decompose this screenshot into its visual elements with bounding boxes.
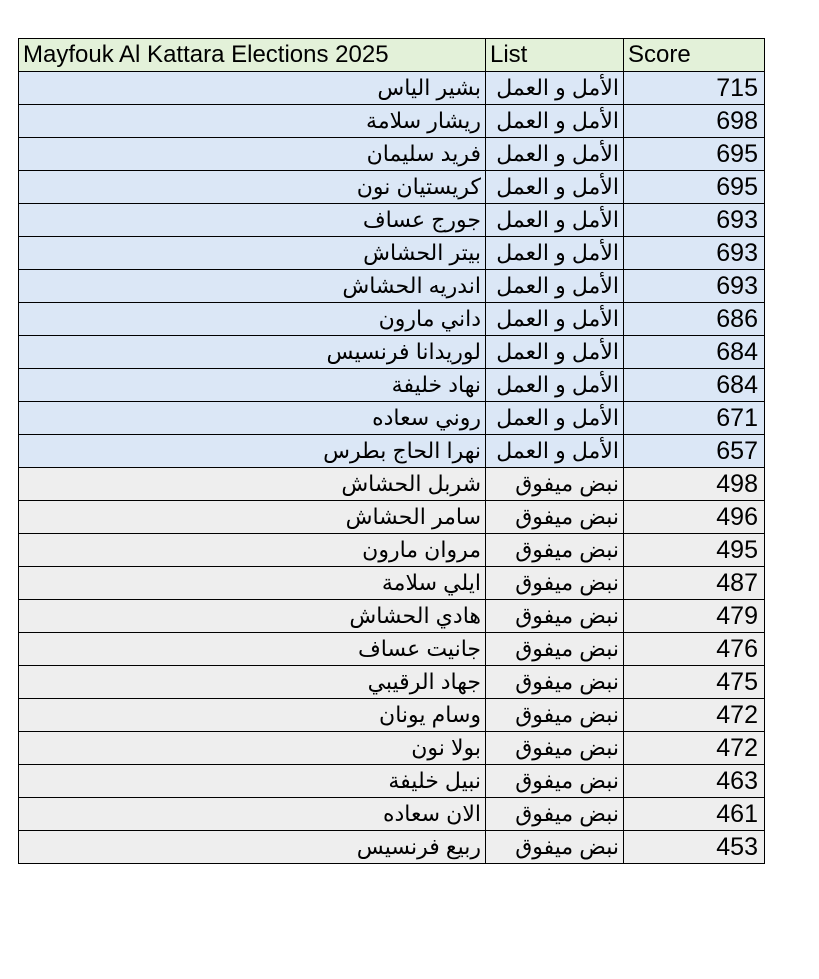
list-name-cell: الأمل و العمل	[486, 204, 624, 237]
table-row	[19, 105, 765, 138]
score-cell: 453	[624, 831, 765, 864]
table-row	[19, 798, 765, 831]
list-name-cell: الأمل و العمل	[486, 402, 624, 435]
candidate-name-cell: مروان مارون	[19, 534, 486, 567]
candidate-name-cell: جهاد الرقيبي	[19, 666, 486, 699]
list-name-cell: الأمل و العمل	[486, 369, 624, 402]
list-name-cell: نبض ميفوق	[486, 468, 624, 501]
list-name-cell: نبض ميفوق	[486, 798, 624, 831]
table-row	[19, 468, 765, 501]
candidate-name-cell: هادي الحشاش	[19, 600, 486, 633]
list-name-cell: نبض ميفوق	[486, 831, 624, 864]
score-cell: 472	[624, 732, 765, 765]
table-row	[19, 435, 765, 468]
score-cell: 671	[624, 402, 765, 435]
list-name-cell: نبض ميفوق	[486, 501, 624, 534]
candidate-name-cell: داني مارون	[19, 303, 486, 336]
candidate-name-cell: وسام يونان	[19, 699, 486, 732]
candidate-name-cell: الان سعاده	[19, 798, 486, 831]
table-row	[19, 765, 765, 798]
score-cell: 715	[624, 72, 765, 105]
list-name-cell: نبض ميفوق	[486, 765, 624, 798]
score-cell: 496	[624, 501, 765, 534]
list-name-cell: نبض ميفوق	[486, 633, 624, 666]
score-cell: 479	[624, 600, 765, 633]
table-row	[19, 138, 765, 171]
candidate-name-cell: روني سعاده	[19, 402, 486, 435]
candidate-name-cell: جانيت عساف	[19, 633, 486, 666]
candidate-name-cell: بيتر الحشاش	[19, 237, 486, 270]
list-name-cell: نبض ميفوق	[486, 567, 624, 600]
list-name-cell: نبض ميفوق	[486, 666, 624, 699]
candidate-name-cell: شربل الحشاش	[19, 468, 486, 501]
header-list-cell: List	[486, 39, 624, 72]
list-name-cell: الأمل و العمل	[486, 336, 624, 369]
score-cell: 487	[624, 567, 765, 600]
table-row	[19, 534, 765, 567]
candidate-name-cell: نبيل خليفة	[19, 765, 486, 798]
list-name-cell: الأمل و العمل	[486, 72, 624, 105]
list-name-cell: الأمل و العمل	[486, 105, 624, 138]
score-cell: 475	[624, 666, 765, 699]
list-name-cell: الأمل و العمل	[486, 138, 624, 171]
candidate-name-cell: سامر الحشاش	[19, 501, 486, 534]
candidate-name-cell: ربيع فرنسيس	[19, 831, 486, 864]
table-row	[19, 270, 765, 303]
candidate-name-cell: جورج عساف	[19, 204, 486, 237]
header-title-cell: Mayfouk Al Kattara Elections 2025	[19, 39, 486, 72]
table-row	[19, 369, 765, 402]
score-cell: 657	[624, 435, 765, 468]
score-cell: 686	[624, 303, 765, 336]
score-cell: 461	[624, 798, 765, 831]
score-cell: 695	[624, 171, 765, 204]
score-cell: 463	[624, 765, 765, 798]
candidate-name-cell: نهرا الحاج بطرس	[19, 435, 486, 468]
candidate-name-cell: كريستيان نون	[19, 171, 486, 204]
list-name-cell: الأمل و العمل	[486, 237, 624, 270]
list-name-cell: الأمل و العمل	[486, 303, 624, 336]
table-row	[19, 831, 765, 864]
score-cell: 693	[624, 237, 765, 270]
table-row	[19, 501, 765, 534]
table-row	[19, 171, 765, 204]
table-row	[19, 336, 765, 369]
score-cell: 495	[624, 534, 765, 567]
score-cell: 476	[624, 633, 765, 666]
candidate-name-cell: فريد سليمان	[19, 138, 486, 171]
score-cell: 684	[624, 336, 765, 369]
candidate-name-cell: بشير الياس	[19, 72, 486, 105]
table-row	[19, 72, 765, 105]
candidate-name-cell: بولا نون	[19, 732, 486, 765]
score-cell: 693	[624, 270, 765, 303]
list-name-cell: الأمل و العمل	[486, 171, 624, 204]
score-cell: 472	[624, 699, 765, 732]
score-cell: 693	[624, 204, 765, 237]
table-row	[19, 699, 765, 732]
list-name-cell: الأمل و العمل	[486, 270, 624, 303]
table-row	[19, 204, 765, 237]
table-row	[19, 666, 765, 699]
candidate-name-cell: ايلي سلامة	[19, 567, 486, 600]
score-cell: 695	[624, 138, 765, 171]
score-cell: 498	[624, 468, 765, 501]
table-row	[19, 633, 765, 666]
table-row	[19, 303, 765, 336]
table-body	[19, 72, 765, 864]
header-row	[19, 39, 765, 72]
table-row	[19, 732, 765, 765]
table-row	[19, 402, 765, 435]
table-row	[19, 567, 765, 600]
list-name-cell: نبض ميفوق	[486, 600, 624, 633]
score-cell: 684	[624, 369, 765, 402]
score-cell: 698	[624, 105, 765, 138]
candidate-name-cell: نهاد خليفة	[19, 369, 486, 402]
table-row	[19, 237, 765, 270]
table-row	[19, 600, 765, 633]
list-name-cell: نبض ميفوق	[486, 534, 624, 567]
results-table	[18, 38, 765, 864]
candidate-name-cell: لوريدانا فرنسيس	[19, 336, 486, 369]
list-name-cell: الأمل و العمل	[486, 435, 624, 468]
candidate-name-cell: اندريه الحشاش	[19, 270, 486, 303]
candidate-name-cell: ريشار سلامة	[19, 105, 486, 138]
list-name-cell: نبض ميفوق	[486, 732, 624, 765]
list-name-cell: نبض ميفوق	[486, 699, 624, 732]
header-score-cell: Score	[624, 39, 765, 72]
